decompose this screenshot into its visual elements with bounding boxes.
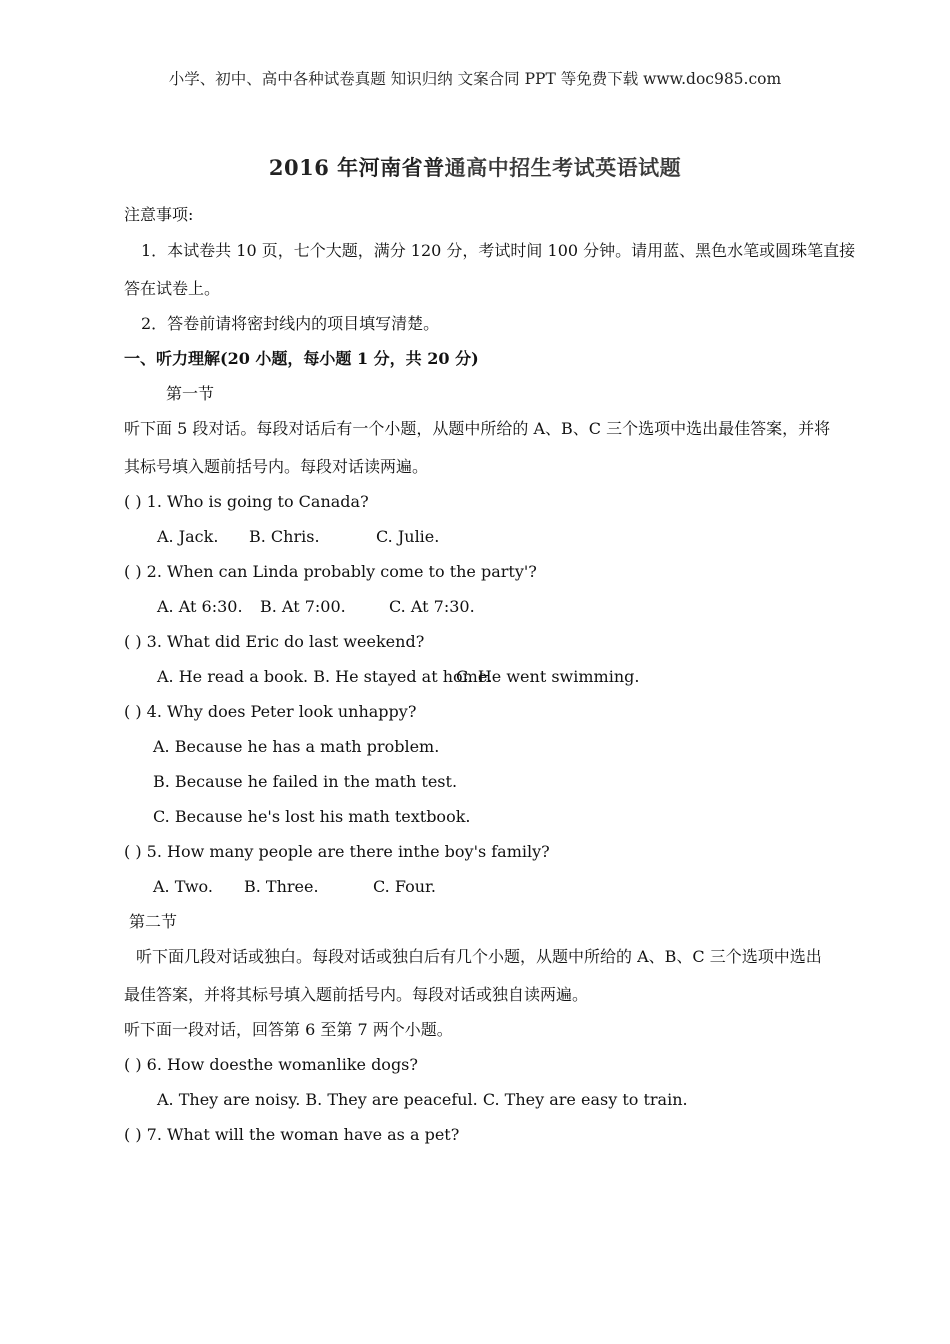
notice-item-2: 2．答卷前请将密封线内的项目填写清楚。 [141, 314, 440, 333]
answer-bracket[interactable]: ( ) [124, 492, 142, 511]
answer-bracket[interactable]: ( ) [124, 842, 142, 861]
q1-option-b: B. Chris. [249, 527, 320, 546]
question-2 [124, 562, 537, 582]
answer-bracket[interactable]: ( ) [124, 1055, 142, 1074]
q1-option-a: A. Jack. [157, 527, 219, 546]
q2-option-c: C. At 7:30. [389, 597, 475, 616]
q5-option-b: B. Three. [244, 877, 319, 896]
question-5 [124, 842, 550, 862]
part-1-instruction-line-1: 听下面 5 段对话。每段对话后有一个小题，从题中所给的 A、B、C 三个选项中选出最佳答案，并将 [124, 419, 831, 438]
q4-option-a: A. Because he has a math problem. [153, 737, 440, 756]
q5-option-c: C. Four. [373, 877, 436, 896]
title-part-2: 通高中招生考试英语试题 [444, 155, 682, 180]
part-1-label: 第一节 [166, 384, 215, 403]
notice-item-1-line-1: 1．本试卷共 10 页，七个大题，满分 120 分，考试时间 100 分钟。请用蓝、黑色水笔或圆珠笔直接 [141, 241, 856, 260]
part-2-label: 第二节 [129, 912, 178, 931]
q5-option-a: A. Two. [153, 877, 213, 896]
part-2-instruction-line-2: 最佳答案，并将其标号填入题前括号内。每段对话或独自读两遍。 [124, 985, 589, 1004]
question-2-text: 2. When can Linda probably come to the party'? [146, 562, 537, 581]
answer-bracket[interactable]: ( ) [124, 562, 142, 581]
answer-bracket[interactable]: ( ) [124, 632, 142, 651]
question-3 [124, 632, 424, 652]
q2-option-b: B. At 7:00. [260, 597, 346, 616]
title-part-1: 2016 年河南省普 [268, 155, 445, 180]
exam-title [0, 152, 950, 182]
question-1-text: 1. Who is going to Canada? [146, 492, 369, 511]
question-3-text: 3. What did Eric do last weekend? [146, 632, 425, 651]
question-6-text: 6. How doesthe womanlike dogs? [146, 1055, 418, 1074]
question-7 [124, 1125, 459, 1145]
q3-option-c: C. He went swimming. [456, 667, 640, 686]
question-6 [124, 1055, 418, 1075]
q3-options-a-b: A. He read a book. B. He stayed at home. [157, 667, 493, 686]
q4-option-b: B. Because he failed in the math test. [153, 772, 458, 791]
q2-option-a: A. At 6:30. [157, 597, 243, 616]
answer-bracket[interactable]: ( ) [124, 702, 142, 721]
question-7-text: 7. What will the woman have as a pet? [146, 1125, 460, 1144]
part-2-instruction-line-3: 听下面一段对话，回答第 6 至第 7 两个小题。 [124, 1020, 453, 1039]
answer-bracket[interactable]: ( ) [124, 1125, 142, 1144]
question-4-text: 4. Why does Peter look unhappy? [146, 702, 417, 721]
question-4 [124, 702, 416, 722]
question-1 [124, 492, 369, 512]
notice-heading: 注意事项: [124, 205, 194, 224]
q4-option-c: C. Because he's lost his math textbook. [153, 807, 471, 826]
part-1-instruction-line-2: 其标号填入题前括号内。每段对话读两遍。 [124, 457, 429, 476]
notice-item-1-line-2: 答在试卷上。 [124, 279, 221, 298]
q1-option-c: C. Julie. [376, 527, 440, 546]
page-header-banner: 小学、初中、高中各种试卷真题 知识归纳 文案合同 PPT 等免费下载 www.doc985.com [168, 70, 782, 88]
question-5-text: 5. How many people are there inthe boy's family? [146, 842, 550, 861]
section-1-heading: 一、听力理解(20 小题，每小题 1 分，共 20 分) [124, 349, 479, 368]
q6-options: A. They are noisy. B. They are peaceful. C. They are easy to train. [157, 1090, 688, 1109]
part-2-instruction-line-1: 听下面几段对话或独白。每段对话或独白后有几个小题，从题中所给的 A、B、C 三个选项中选出 [136, 947, 822, 966]
